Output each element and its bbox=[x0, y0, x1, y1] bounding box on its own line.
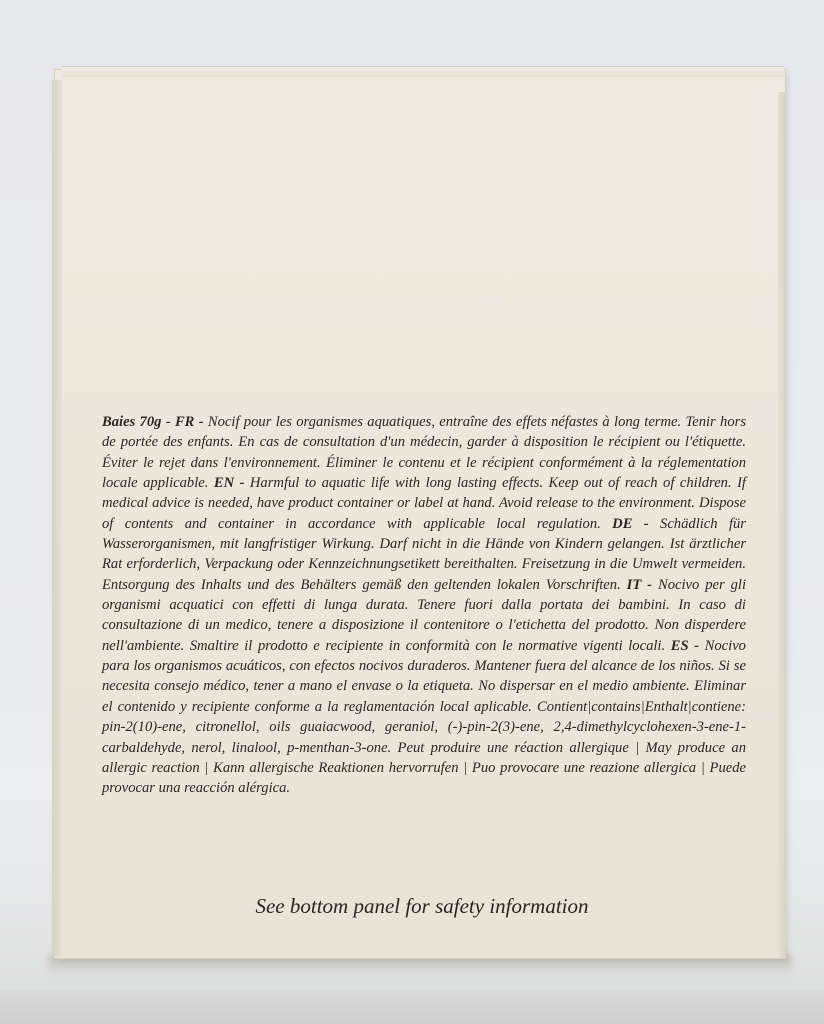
safety-label-text bbox=[102, 412, 746, 799]
warning-en: Harmful to aquatic life with long lasting effects. Keep out of reach of children. If medical advice is needed, have product container or label at hand. Avoid release to the environment. Dispose of contents and container in accordance with applicable local regulation. bbox=[102, 475, 746, 532]
separator: - bbox=[161, 414, 175, 430]
safety-footnote: See bottom panel for safety information bbox=[255, 894, 589, 918]
lang-code-fr: FR - bbox=[174, 414, 204, 430]
product-name: Baies 70g bbox=[102, 414, 162, 430]
warning-es: Nocivo para los organismos acuáticos, con efectos nocivos duraderos. Mantener fuera del alcance de los niños. Si se necesita consejo médico, tener a mano el envase o la etiqueta. No dispersar en el medio ambiente. Eliminar el contenido y recipiente conforme a la reglamentación local aplicable. Contient|contains|Enthalt|contiene: pin-2(10)-ene, citronellol, oils guaiacwood, geraniol, (-)-pin-2(3)-ene, 2,4-dimethylcyclohexen-3-ene-1-carbaldehyde, nerol, linalool, p-menthan-3-one. Peut produire une réaction allergique | May produce an allergic reaction | Kann allergische Reaktionen hervorrufen | Puo provocare une reazione allergica | Puede provocar una reacción alérgica. bbox=[102, 637, 746, 797]
box-top-edge bbox=[62, 66, 784, 77]
box-right-edge bbox=[778, 92, 786, 958]
warning-de: Schädlich für Wasserorganismen, mit langfristiger Wirkung. Darf nicht in die Hände von Kindern gelangen. Ist ärztlicher Rat erforderlich, Verpackung oder Kennzeichnungsetikett bereithalten. Freisetzung in die Umwelt vermeiden. Entsorgung des Inhalts und des Behälters gemäß den geltenden lokalen Vorschriften. bbox=[102, 515, 746, 593]
lang-code-it: IT - bbox=[626, 576, 653, 593]
table-edge bbox=[0, 990, 824, 1024]
lang-code-en: EN - bbox=[213, 475, 245, 492]
box-shadow bbox=[48, 955, 792, 977]
warning-it: Nocivo per gli organismi acquatici con effetti di lunga durata. Tenere fuori dalla portata dei bambini. In caso di consultazione di un medico, tenere a disposizione il contenitore o l'etichetta del prodotto. Non disperdere nell'ambiente. Smaltire il prodotto e recipiente in conformità con le normative vigenti locali. bbox=[102, 576, 746, 654]
warning-fr: Nocif pour les organismes aquatiques, entraîne des effets néfastes à long terme. Tenir hors de portée des enfants. En cas de consultation d'un médecin, garder à disposition le récipient ou l'étiquette. Éviter le rejet dans l'environnement. Éliminer le contenu et le récipient conformément à la réglementation locale applicable. bbox=[102, 414, 746, 492]
lang-code-de: DE - bbox=[612, 515, 649, 532]
lang-code-es: ES - bbox=[670, 637, 700, 654]
box-left-edge bbox=[52, 80, 62, 956]
